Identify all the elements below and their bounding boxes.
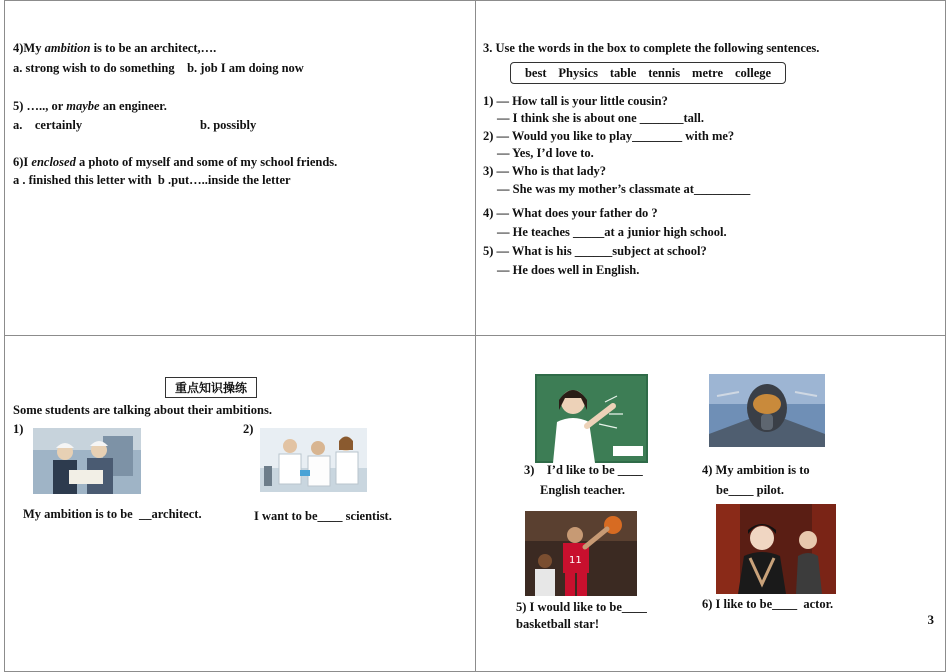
item-4-line-2: be____ pilot. xyxy=(716,483,785,497)
question-4-options: a. strong wish to do something b. job I am doing now xyxy=(13,61,304,75)
item-6-text: 6) I like to be____ actor. xyxy=(702,597,834,611)
word-box xyxy=(510,62,786,84)
q5-keyword: maybe xyxy=(66,99,100,113)
basketball-photo xyxy=(525,511,637,596)
actor-photo xyxy=(716,504,836,594)
architects-photo xyxy=(33,428,141,494)
word-college: college xyxy=(734,65,772,80)
sentence-1-q: 1) — How tall is your little cousin? xyxy=(483,94,668,108)
q6-suffix: a photo of myself and some of my school friends. xyxy=(75,155,338,169)
exercise-instruction: 3. Use the words in the box to complete the following sentences. xyxy=(483,41,820,55)
question-6-options: a . finished this letter with b .put…..inside the letter xyxy=(13,173,291,187)
svg-text:11: 11 xyxy=(569,555,582,566)
q4-keyword: ambition xyxy=(44,41,91,55)
q4-suffix: is to be an architect,…. xyxy=(90,41,217,55)
item-2-text: I want to be____ scientist. xyxy=(254,509,392,523)
item-5-line-1: 5) I would like to be____ xyxy=(516,600,647,614)
q6-keyword: enclosed xyxy=(31,155,76,169)
question-6 xyxy=(13,155,337,170)
pilot-photo xyxy=(709,374,825,447)
section-heading: 重点知识操练 xyxy=(165,377,257,398)
sentence-5-a: — He does well in English. xyxy=(497,263,640,277)
sentence-4-a: — He teaches _____at a junior high school. xyxy=(497,225,727,239)
page-number: 3 xyxy=(927,612,934,627)
question-4 xyxy=(13,41,216,56)
question-5-option-a: a. certainly xyxy=(13,118,83,132)
item-1-text: My ambition is to be __architect. xyxy=(23,507,202,521)
intro-text: Some students are talking about their ambitions. xyxy=(13,403,272,417)
question-5-option-b: b. possibly xyxy=(200,118,257,132)
sentence-5-q: 5) — What is his ______subject at school? xyxy=(483,244,707,258)
q6-prefix: 6)I xyxy=(13,155,32,169)
q4-prefix: 4)My xyxy=(13,41,45,55)
item-3-line-1: 3) I’d like to be ____ xyxy=(524,463,643,477)
word-table: table xyxy=(609,65,637,80)
word-tennis: tennis xyxy=(648,65,681,80)
sentence-2-a: — Yes, I’d love to. xyxy=(497,146,594,160)
item-1-number: 1) xyxy=(13,422,24,436)
teacher-photo xyxy=(535,374,648,463)
item-3-line-2: English teacher. xyxy=(540,483,625,497)
word-best: best xyxy=(524,65,547,80)
word-metre: metre xyxy=(692,65,724,80)
sentence-1-a: — I think she is about one _______tall. xyxy=(497,111,704,125)
q5-suffix: an engineer. xyxy=(99,99,167,113)
item-2-number: 2) xyxy=(243,422,254,436)
sentence-4-q: 4) — What does your father do ? xyxy=(483,206,658,220)
word-physics: Physics xyxy=(558,65,598,80)
scientists-photo xyxy=(260,428,367,492)
item-4-line-1: 4) My ambition is to xyxy=(702,463,810,477)
item-5-line-2: basketball star! xyxy=(516,617,599,631)
sentence-3-a: — She was my mother’s classmate at_________ xyxy=(497,182,751,196)
q5-prefix: 5) ….., or xyxy=(13,99,67,113)
sentence-2-q: 2) — Would you like to play________ with me? xyxy=(483,129,735,143)
sentence-3-q: 3) — Who is that lady? xyxy=(483,164,607,178)
question-5 xyxy=(13,99,167,114)
